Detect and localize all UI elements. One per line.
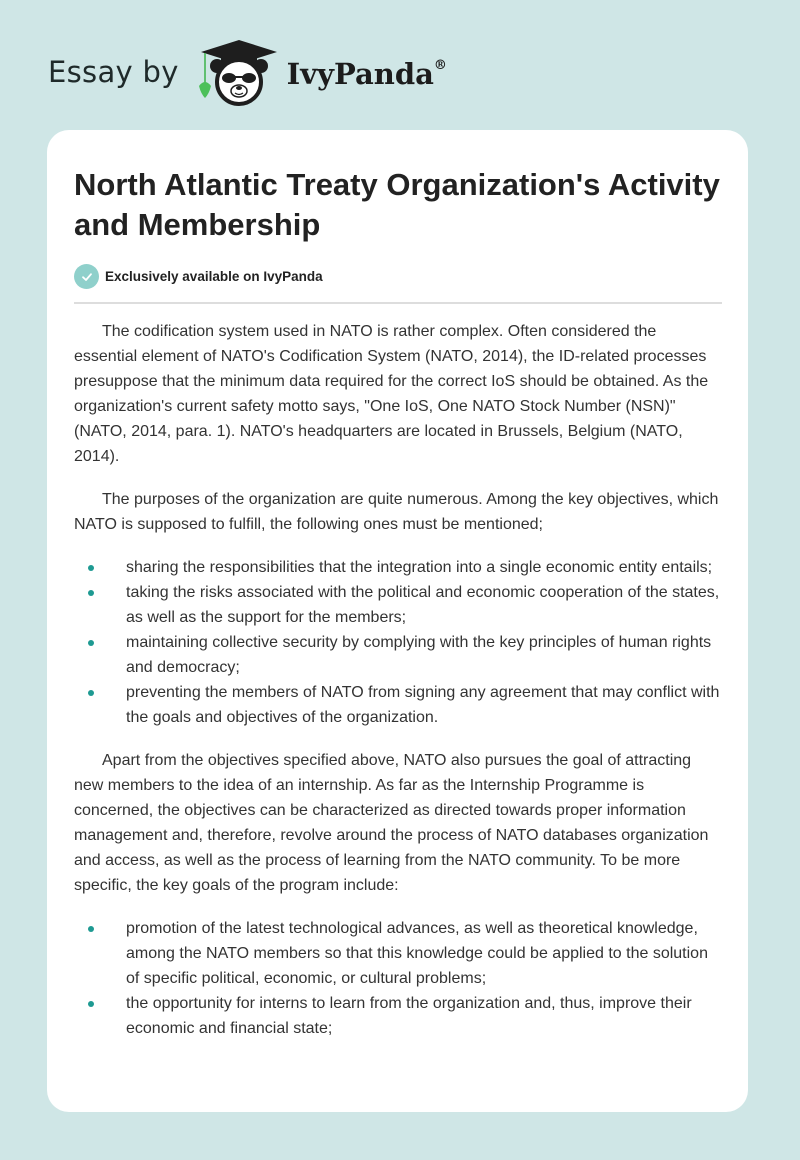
divider <box>74 302 722 304</box>
brand-header <box>48 36 447 108</box>
list-item <box>74 916 722 991</box>
bullet-icon <box>88 926 94 932</box>
list-item <box>74 580 722 630</box>
list-item-text: preventing the members of NATO from signing any agreement that may conflict with the goals and objectives of the organization. <box>126 684 720 726</box>
objectives-list <box>74 555 722 730</box>
paragraph: The purposes of the organization are quite numerous. Among the key objectives, which NATO is supposed to fulfill, the following ones must be mentioned; <box>74 491 719 533</box>
paragraph: The codification system used in NATO is rather complex. Often considered the essential element of NATO's Codification System (NATO, 2014), the ID-related processes presuppose that the minimum data required for the correct IoS should be obtained. As the organization's current safety motto says, "One IoS, One NATO Stock Number (NSN)" (NATO, 2014, para. 1). NATO's headquarters are located in Brussels, Belgium (NATO, 2014). <box>74 323 709 465</box>
bullet-icon <box>88 590 94 596</box>
essay-card <box>47 130 748 1112</box>
bullet-icon <box>88 690 94 696</box>
program-goals-list <box>74 916 722 1041</box>
list-item-text: maintaining collective security by complying with the key principles of human rights and democracy; <box>126 634 712 676</box>
list-item-text: taking the risks associated with the political and economic cooperation of the states, as well as the support for the members; <box>126 584 720 626</box>
bullet-icon <box>88 565 94 571</box>
list-item <box>74 680 722 730</box>
list-item-text: sharing the responsibilities that the integration into a single economic entity entails; <box>126 559 713 576</box>
bullet-icon <box>88 640 94 646</box>
list-item <box>74 555 722 580</box>
brand-name-text: IvyPanda <box>286 57 434 91</box>
bullet-icon <box>88 1001 94 1007</box>
brand-name <box>287 57 447 91</box>
paragraph: Apart from the objectives specified above, NATO also pursues the goal of attracting new members to the idea of an internship. As far as the Internship Programme is concerned, the objectives can be characterized as directed towards proper information management and, therefore, revolve around the process of NATO databases organization and access, as well as the process of learning from the NATO community. To be more specific, the key goals of the program include: <box>74 752 709 894</box>
exclusive-badge <box>74 264 323 289</box>
list-item <box>74 991 722 1041</box>
exclusive-badge-text: Exclusively available on IvyPanda <box>105 269 323 284</box>
check-circle-icon <box>74 264 99 289</box>
list-item-text: the opportunity for interns to learn from the organization and, thus, improve their economic and financial state; <box>126 995 692 1037</box>
essay-body <box>74 319 722 1059</box>
registered-mark: ® <box>433 58 447 74</box>
essay-by-label: Essay by <box>48 55 179 89</box>
page-title: North Atlantic Treaty Organization's Activity and Membership <box>74 167 720 242</box>
panda-graduate-logo-icon <box>197 36 281 108</box>
list-item-text: promotion of the latest technological advances, as well as theoretical knowledge, among the NATO members so that this knowledge could be applied to the solution of specific political, economic, or cultural problems; <box>126 920 708 987</box>
list-item <box>74 630 722 680</box>
